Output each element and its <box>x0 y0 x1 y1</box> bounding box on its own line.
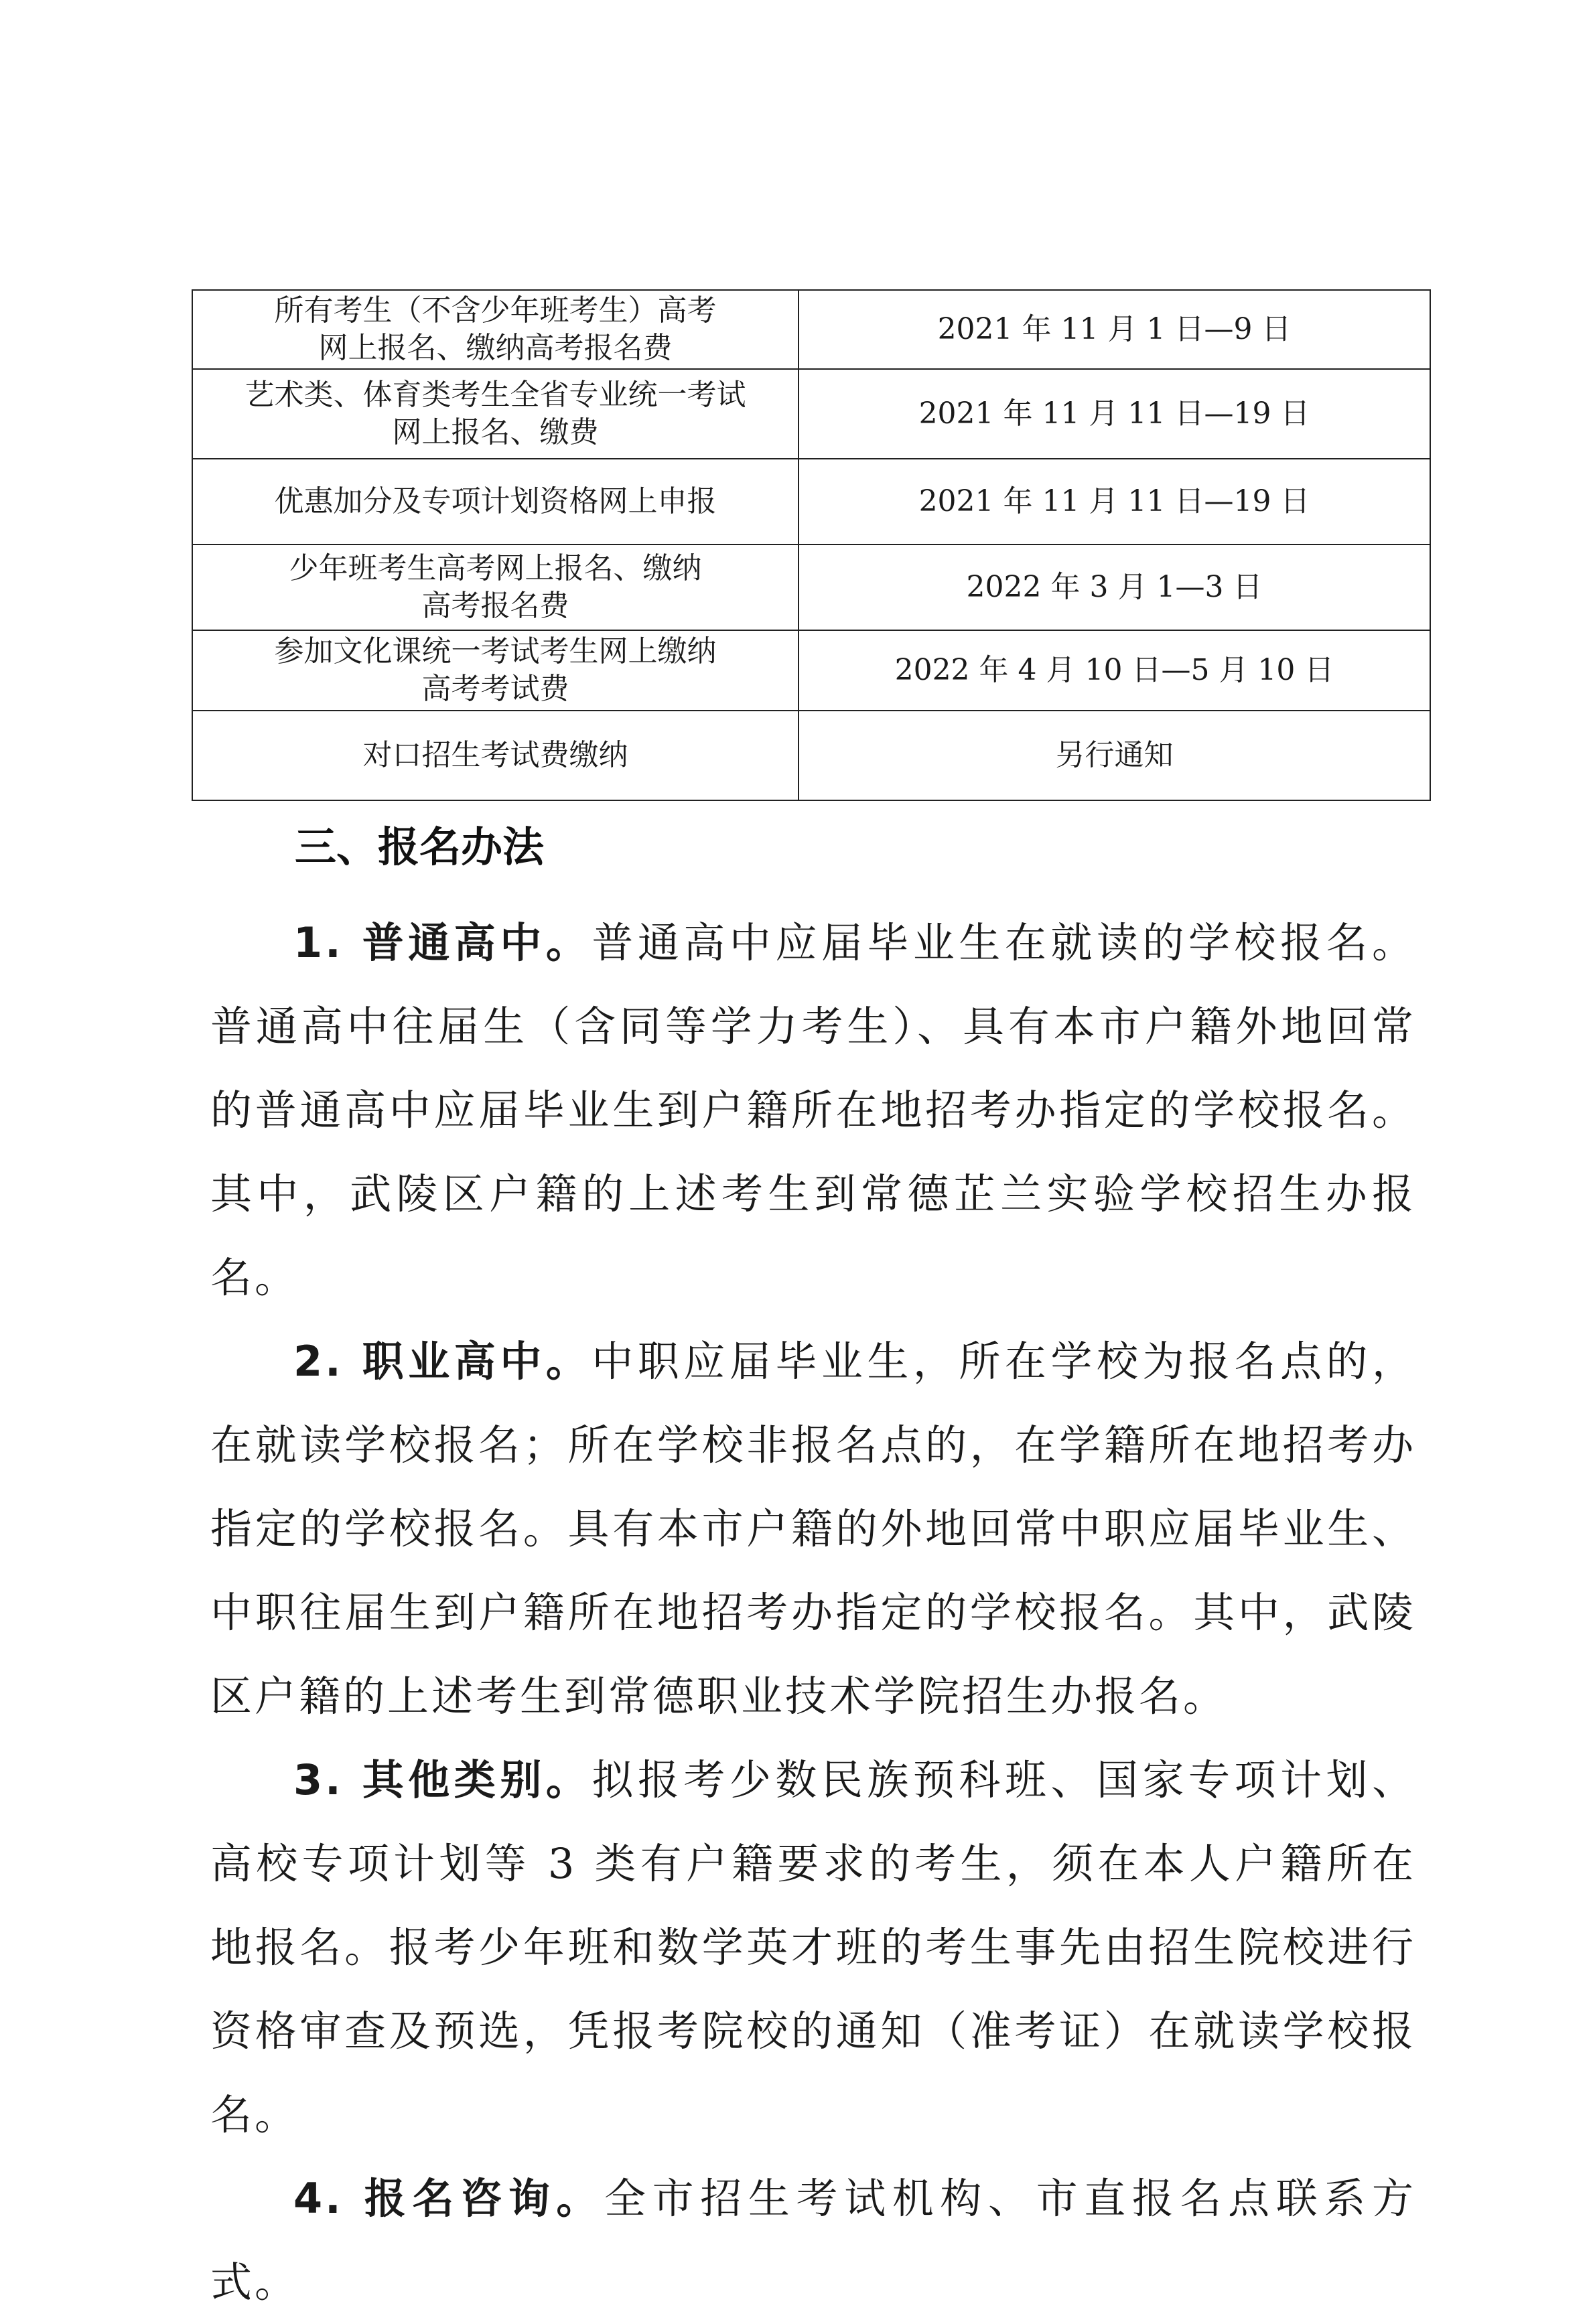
paragraph-text: 中职应届毕业生，所在学校为报名点的，在就读学校报名；所在学校非报名点的，在学籍所在地招考办指定的学校报名。具有本市户籍的外地回常中职应届毕业生、中职往届生到户籍所在地招考办指定的学校报名。其中，武陵区户籍的上述考生到常德职业技术学院招生办报名。 <box>210 1337 1416 1721</box>
section-body <box>210 901 1416 2324</box>
paragraph-text: 拟报考少数民族预科班、国家专项计划、高校专项计划等 3 类有户籍要求的考生，须在本人户籍所在地报名。报考少年班和数学英才班的考生事先由招生院校进行资格审查及预选，凭报考院校的通知（准考证）在就读学校报名。 <box>210 1755 1416 2139</box>
cell-line: 所有考生（不含少年班考生）高考 <box>274 293 717 328</box>
paragraph-registration-inquiry <box>210 2157 1416 2324</box>
table-row <box>192 290 1430 369</box>
table-cell-time: 2021 年 11 月 11 日—19 日 <box>799 369 1430 459</box>
table-cell-time: 2022 年 3 月 1—3 日 <box>799 544 1430 630</box>
table-row <box>192 630 1430 711</box>
paragraph-lead: 2. 职业高中。 <box>293 1337 592 1386</box>
cell-line: 高考报名费 <box>421 589 569 623</box>
table-cell-item <box>192 459 799 544</box>
paragraph-text: 全市招生考试机构、市直报名点联系方式。 <box>210 2174 1416 2307</box>
cell-line: 对口招生考试费缴纳 <box>362 738 628 772</box>
schedule-table <box>192 289 1431 801</box>
table-row <box>192 369 1430 459</box>
paragraph-lead: 1. 普通高中。 <box>293 918 592 967</box>
section-heading: 三、报名办法 <box>295 822 545 871</box>
table-row <box>192 544 1430 630</box>
cell-line: 高考考试费 <box>421 672 569 706</box>
cell-line: 少年班考生高考网上报名、缴纳 <box>289 551 702 585</box>
table-cell-time: 另行通知 <box>799 711 1430 800</box>
cell-line: 网上报名、缴费 <box>392 415 599 449</box>
table-cell-item <box>192 290 799 369</box>
cell-line: 艺术类、体育类考生全省专业统一考试 <box>245 378 746 412</box>
paragraph-lead: 3. 其他类别。 <box>293 1755 592 1804</box>
table-cell-item <box>192 544 799 630</box>
cell-line: 优惠加分及专项计划资格网上申报 <box>274 484 717 518</box>
paragraph-vocational-high-school <box>210 1319 1416 1738</box>
table-cell-time: 2021 年 11 月 11 日—19 日 <box>799 459 1430 544</box>
paragraph-general-high-school <box>210 901 1416 1319</box>
paragraph-other-categories <box>210 1738 1416 2157</box>
table-cell-time: 2022 年 4 月 10 日—5 月 10 日 <box>799 630 1430 711</box>
table-row <box>192 711 1430 800</box>
cell-line: 网上报名、缴纳高考报名费 <box>318 331 673 365</box>
table-cell-item <box>192 630 799 711</box>
table-row <box>192 459 1430 544</box>
cell-line: 参加文化课统一考试考生网上缴纳 <box>274 634 717 668</box>
paragraph-lead: 4. 报名咨询。 <box>293 2174 605 2223</box>
table-cell-item <box>192 711 799 800</box>
table-cell-item <box>192 369 799 459</box>
table-cell-time: 2021 年 11 月 1 日—9 日 <box>799 290 1430 369</box>
paragraph-text: 普通高中应届毕业生在就读的学校报名。普通高中往届生（含同等学力考生）、具有本市户籍外地回常的普通高中应届毕业生到户籍所在地招考办指定的学校报名。其中，武陵区户籍的上述考生到常德芷兰实验学校招生办报名。 <box>210 918 1416 1302</box>
